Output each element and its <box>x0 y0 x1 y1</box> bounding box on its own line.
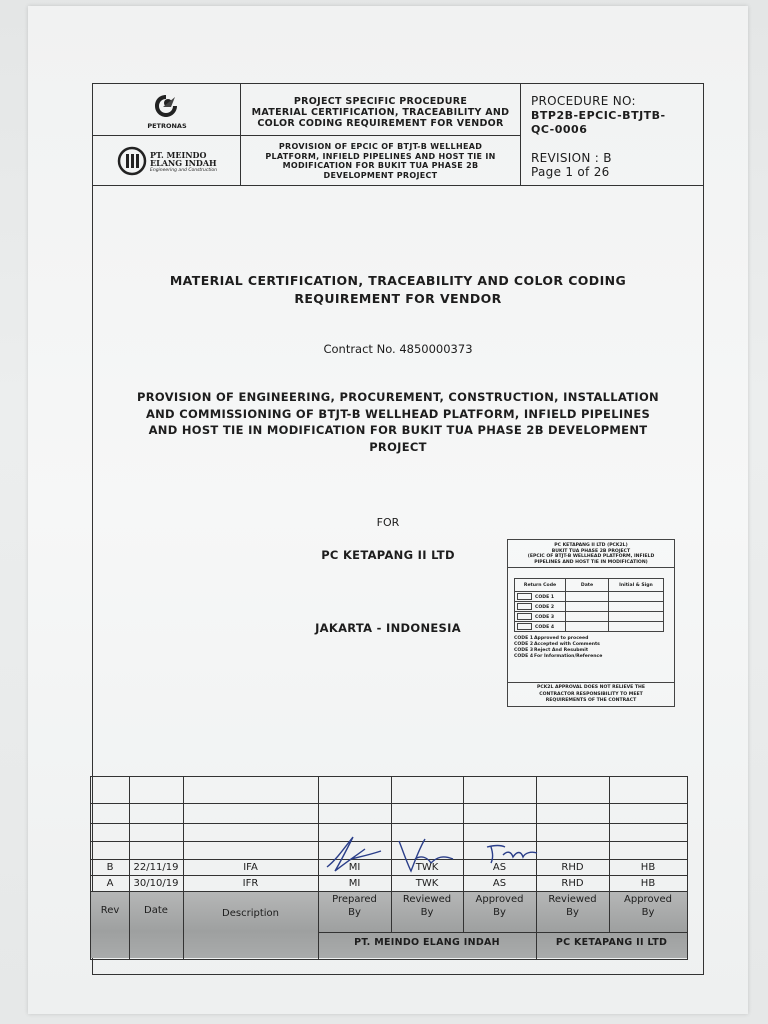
rev-b-client-reviewed: RHD <box>561 862 584 873</box>
legend-text: For Information/Reference <box>534 653 603 659</box>
legend-text: Accepted with Comments <box>534 642 600 648</box>
subtitle-line: PLATFORM, INFIELD PIPELINES AND HOST TIE IN <box>265 151 496 161</box>
subtitle-line: PROVISION OF EPCIC OF BTJT-B WELLHEAD <box>278 142 483 151</box>
provision-line: AND HOST TIE IN MODIFICATION FOR BUKIT TUA PHASE 2B DEVELOPMENT <box>148 423 648 437</box>
stamp-note <box>508 682 674 706</box>
rev-a-approved: AS <box>492 878 507 889</box>
meindo-logo-icon <box>117 146 147 176</box>
project-subtitle-cell <box>241 136 521 185</box>
table-divider <box>91 823 687 824</box>
stamp-code-cell <box>515 592 566 602</box>
col-label: By <box>348 907 361 918</box>
legend-text: Approved to proceed <box>534 636 589 642</box>
rev-b-desc: IFA <box>243 862 258 873</box>
stamp-cell <box>566 612 609 622</box>
col-label: Approved <box>624 894 672 905</box>
stamp-cell <box>609 622 664 632</box>
stamp-code: CODE 3 <box>535 615 555 621</box>
stamp-note-line: REQUIREMENTS OF THE CONTRACT <box>545 697 637 703</box>
stamp-col-date: Date <box>566 579 609 592</box>
table-divider <box>91 875 687 876</box>
col-reviewed <box>391 893 463 919</box>
document-title <box>93 272 703 308</box>
checkbox-icon <box>517 593 532 600</box>
subtitle-line: DEVELOPMENT PROJECT <box>323 170 438 180</box>
col-label: By <box>493 907 506 918</box>
client-name: PC KETAPANG II LTD <box>321 548 455 562</box>
revision-cell <box>521 136 703 185</box>
table-divider <box>91 891 687 892</box>
col-date: Date <box>144 905 168 916</box>
rev-b-rev: B <box>106 862 114 873</box>
contract-number: Contract No. 4850000373 <box>323 342 473 356</box>
stamp-header-line: PC KETAPANG II LTD (PCK2L) <box>554 543 628 548</box>
col-label: Reviewed <box>548 894 597 905</box>
col-label: By <box>420 907 434 918</box>
table-divider <box>91 841 687 842</box>
revision-table <box>90 776 688 960</box>
checkbox-icon <box>517 613 532 620</box>
client-location: JAKARTA - INDONESIA <box>315 621 461 635</box>
meindo-name-line1: PT. MEINDO <box>150 150 207 160</box>
procedure-title-cell <box>241 84 521 136</box>
col-client-approved <box>609 893 687 919</box>
title-line: COLOR CODING REQUIREMENT FOR VENDOR <box>257 118 504 129</box>
rev-a-prepared: MI <box>348 878 361 889</box>
procedure-number-line2: QC-0006 <box>531 123 588 136</box>
stamp-note-line: CONTRACTOR RESPONSIBILITY TO MEET <box>539 691 643 697</box>
rev-b-approved: AS <box>492 862 507 873</box>
stamp-cell <box>566 622 609 632</box>
col-prepared <box>318 893 391 919</box>
col-label: Approved <box>475 894 524 905</box>
stamp-col-initial: Initial & Sign <box>609 579 664 592</box>
title-line: MATERIAL CERTIFICATION, TRACEABILITY AND <box>251 107 510 118</box>
legend-code: CODE 4 <box>514 653 534 659</box>
stamp-code-cell <box>515 612 566 622</box>
stamp-header-line: BUKIT TUA PHASE 2B PROJECT <box>551 548 631 554</box>
petronas-logo-icon <box>153 93 179 119</box>
document-title-line2: REQUIREMENT FOR VENDOR <box>294 291 502 306</box>
for-label: FOR <box>376 516 400 529</box>
stamp-legend-item <box>514 654 674 660</box>
col-label: By <box>566 907 579 918</box>
stamp-cell <box>609 612 664 622</box>
subtitle-line: MODIFICATION FOR BUKIT TUA PHASE 2B <box>282 161 479 170</box>
rev-a-desc: IFR <box>242 878 259 889</box>
provision-text <box>103 389 693 455</box>
stamp-code-table <box>514 578 664 632</box>
rev-b-prepared: MI <box>348 862 361 873</box>
stamp-cell <box>566 592 609 602</box>
provision-line: AND COMMISSIONING OF BTJT-B WELLHEAD PLATFORM, INFIELD PIPELINES <box>145 406 651 421</box>
petronas-logo-cell <box>93 84 241 136</box>
col-label: Reviewed <box>402 894 452 905</box>
stamp-code: CODE 2 <box>535 605 555 611</box>
stamp-header-line: (EPCIC OF BTJT-B WELLHEAD PLATFORM, INFIELD <box>527 554 655 560</box>
col-label: By <box>641 907 655 918</box>
stamp-code-cell <box>515 622 566 632</box>
rev-b-reviewed: TWK <box>415 862 439 873</box>
rev-b-client-approved: HB <box>640 862 656 873</box>
stamp-cell <box>566 602 609 612</box>
provision-line: PROVISION OF ENGINEERING, PROCUREMENT, CONSTRUCTION, INSTALLATION <box>137 390 659 404</box>
rev-a-rev: A <box>106 878 114 889</box>
col-label: Prepared <box>332 894 377 905</box>
footer-client: PC KETAPANG II LTD <box>555 937 668 948</box>
rev-a-date: 30/10/19 <box>133 878 179 889</box>
rev-b-date: 22/11/19 <box>133 862 179 873</box>
approval-stamp <box>507 539 675 707</box>
col-approved <box>463 893 536 919</box>
stamp-code-cell <box>515 602 566 612</box>
table-divider <box>318 932 687 933</box>
title-line: PROJECT SPECIFIC PROCEDURE <box>293 96 468 107</box>
meindo-name-line2: ELANG INDAH <box>150 158 217 168</box>
rev-a-reviewed: TWK <box>415 878 439 889</box>
stamp-cell <box>609 592 664 602</box>
checkbox-icon <box>517 623 532 630</box>
stamp-note-line: PCK2L APPROVAL DOES NOT RELIEVE THE <box>536 685 646 691</box>
stamp-code: CODE 1 <box>535 595 555 601</box>
rev-a-client-reviewed: RHD <box>561 878 584 889</box>
checkbox-icon <box>517 603 532 610</box>
procedure-number-cell <box>521 84 703 136</box>
stamp-header-line: PIPELINES AND HOST TIE IN MODIFICATION) <box>534 559 648 565</box>
meindo-logo-cell <box>93 136 241 185</box>
document-frame <box>92 83 704 975</box>
legend-text: Reject And Resubmit <box>534 647 589 653</box>
legend-code: CODE 3 <box>514 647 534 653</box>
stamp-cell <box>609 602 664 612</box>
rev-a-client-approved: HB <box>640 878 656 889</box>
col-description: Description <box>222 908 279 919</box>
col-rev: Rev <box>100 905 120 916</box>
meindo-tagline: Engineering and Construction <box>150 168 217 173</box>
stamp-col-return: Return Code <box>515 579 566 592</box>
page-count: Page 1 of 26 <box>531 165 610 179</box>
provision-line: PROJECT <box>369 439 427 454</box>
petronas-logo-text: PETRONAS <box>147 122 187 130</box>
stamp-header <box>508 540 674 568</box>
table-divider <box>91 859 687 860</box>
table-divider <box>91 803 687 804</box>
stamp-code: CODE 4 <box>535 625 555 631</box>
footer-contractor: PT. MEINDO ELANG INDAH <box>354 937 500 948</box>
revision-label: REVISION : B <box>531 151 612 165</box>
procedure-number-line1: BTP2B-EPCIC-BTJTB- <box>531 109 666 122</box>
col-client-reviewed <box>536 893 609 919</box>
stamp-legend <box>514 636 674 659</box>
document-header <box>93 84 703 186</box>
legend-code: CODE 1 <box>514 636 534 642</box>
legend-code: CODE 2 <box>514 642 534 648</box>
procedure-label: PROCEDURE NO: <box>531 94 636 108</box>
document-title-line1: MATERIAL CERTIFICATION, TRACEABILITY AND COLOR CODING <box>169 273 627 288</box>
